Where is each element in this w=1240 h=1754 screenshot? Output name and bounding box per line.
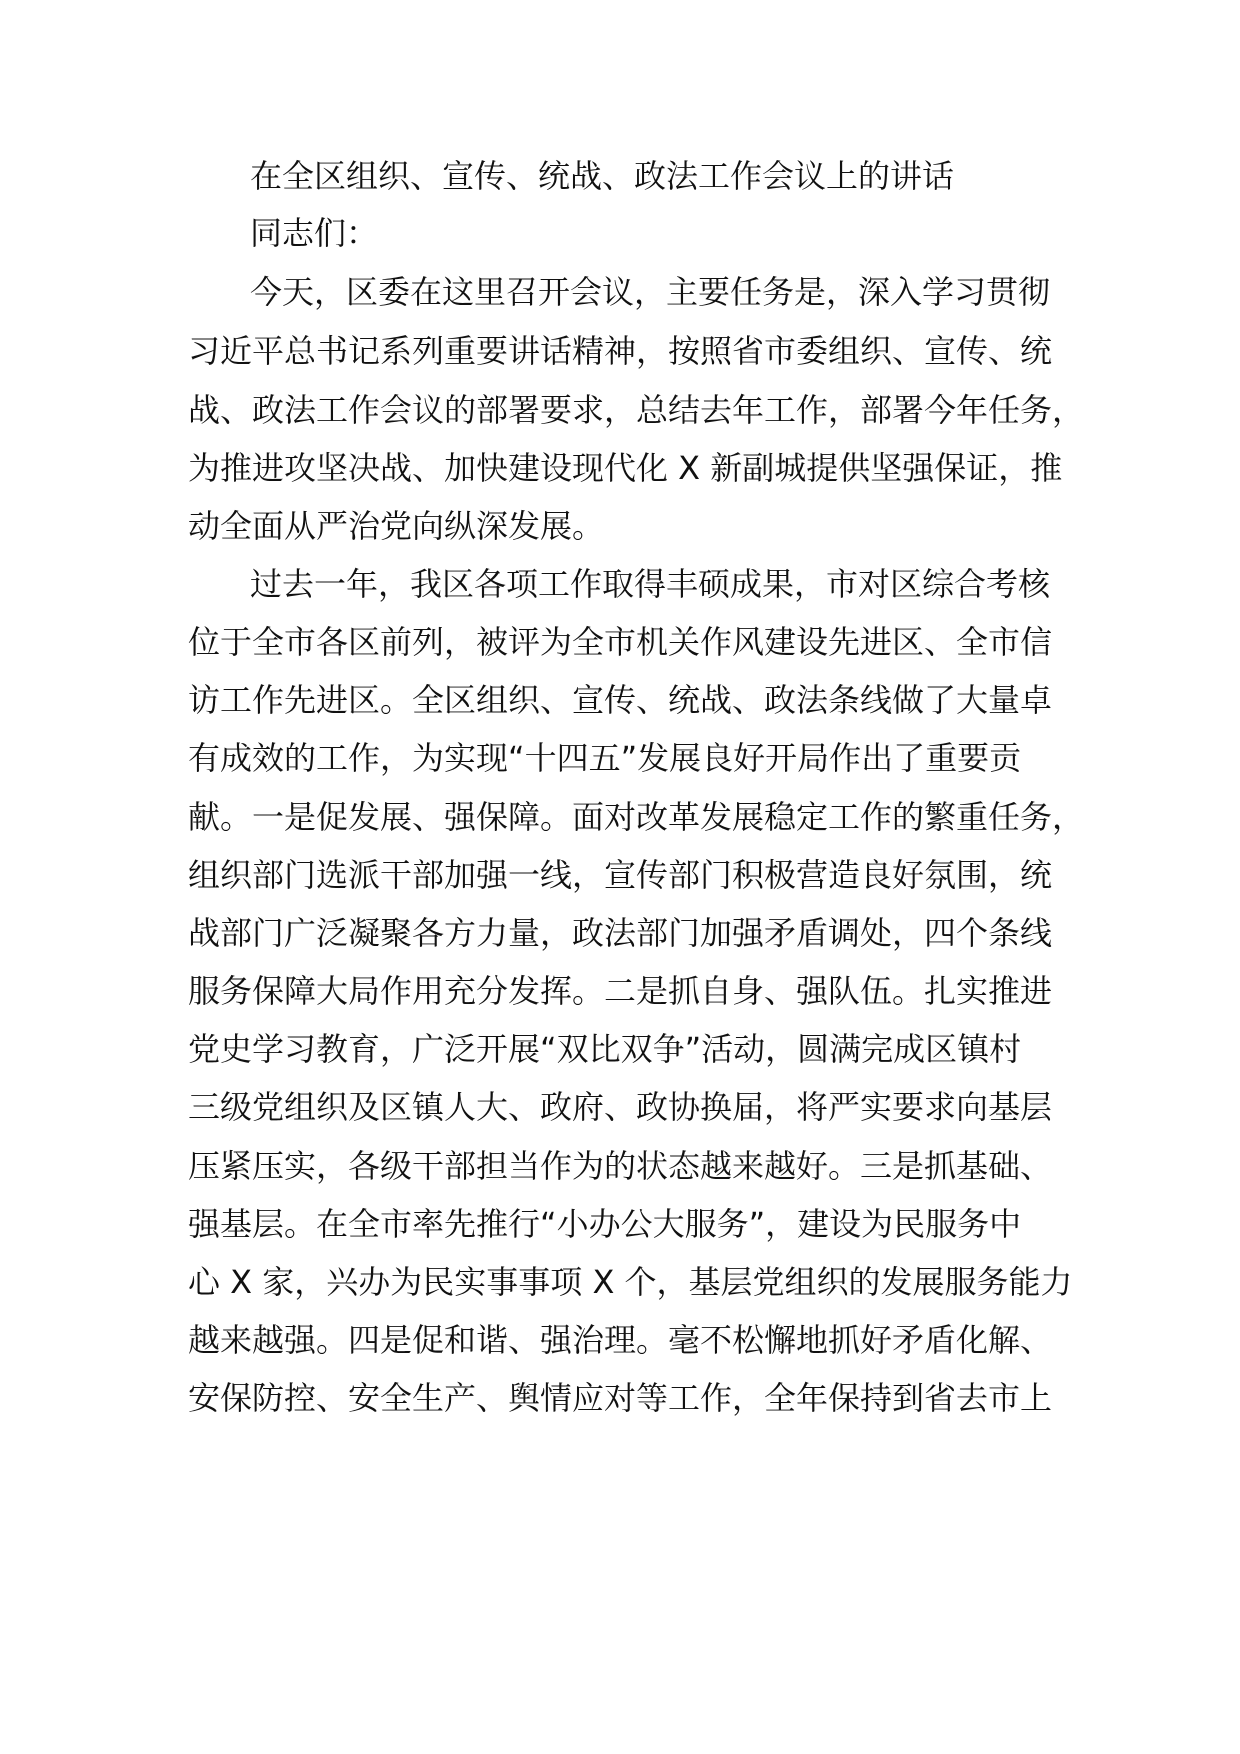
- body-line: 三级党组织及区镇人大、政府、政协换届，将严实要求向基层: [188, 1088, 1053, 1126]
- body-line: 安保防控、安全生产、舆情应对等工作，全年保持到省去市上: [188, 1379, 1053, 1417]
- body-line: 习近平总书记系列重要讲话精神，按照省市委组织、宣传、统: [188, 332, 1053, 370]
- body-line: 献。一是促发展、强保障。面对改革发展稳定工作的繁重任务，: [188, 798, 1085, 836]
- body-line: 为推进攻坚决战、加快建设现代化 X 新副城提供坚强保证，推: [188, 449, 1063, 487]
- salutation: 同志们：: [250, 214, 379, 252]
- body-line: 位于全市各区前列，被评为全市机关作风建设先进区、全市信: [188, 623, 1053, 661]
- body-line: 党史学习教育，广泛开展“双比双争”活动，圆满完成区镇村: [188, 1030, 1022, 1068]
- body-line: 今天，区委在这里召开会议，主要任务是，深入学习贯彻: [250, 273, 1051, 311]
- body-line: 越来越强。四是促和谐、强治理。毫不松懈地抓好矛盾化解、: [188, 1321, 1053, 1359]
- body-line: 访工作先进区。全区组织、宣传、统战、政法条线做了大量卓: [188, 681, 1053, 719]
- body-line: 战、政法工作会议的部署要求，总结去年工作，部署今年任务，: [188, 391, 1085, 429]
- body-line: 服务保障大局作用充分发挥。二是抓自身、强队伍。扎实推进: [188, 972, 1053, 1010]
- body-line: 过去一年，我区各项工作取得丰硕成果，市对区综合考核: [250, 565, 1051, 603]
- body-line: 强基层。在全市率先推行“小办公大服务”，建设为民服务中: [188, 1205, 1022, 1243]
- body-line: 战部门广泛凝聚各方力量，政法部门加强矛盾调处，四个条线: [188, 914, 1053, 952]
- body-line: 压紧压实，各级干部担当作为的状态越来越好。三是抓基础、: [188, 1147, 1053, 1185]
- body-line: 有成效的工作，为实现“十四五”发展良好开局作出了重要贡: [188, 739, 1022, 777]
- body-line: 心 X 家，兴办为民实事事项 X 个，基层党组织的发展服务能力: [188, 1263, 1073, 1301]
- document-title: 在全区组织、宣传、统战、政法工作会议上的讲话: [250, 157, 955, 195]
- body-line: 动全面从严治党向纵深发展。: [188, 507, 605, 545]
- body-line: 组织部门选派干部加强一线，宣传部门积极营造良好氛围，统: [188, 856, 1053, 894]
